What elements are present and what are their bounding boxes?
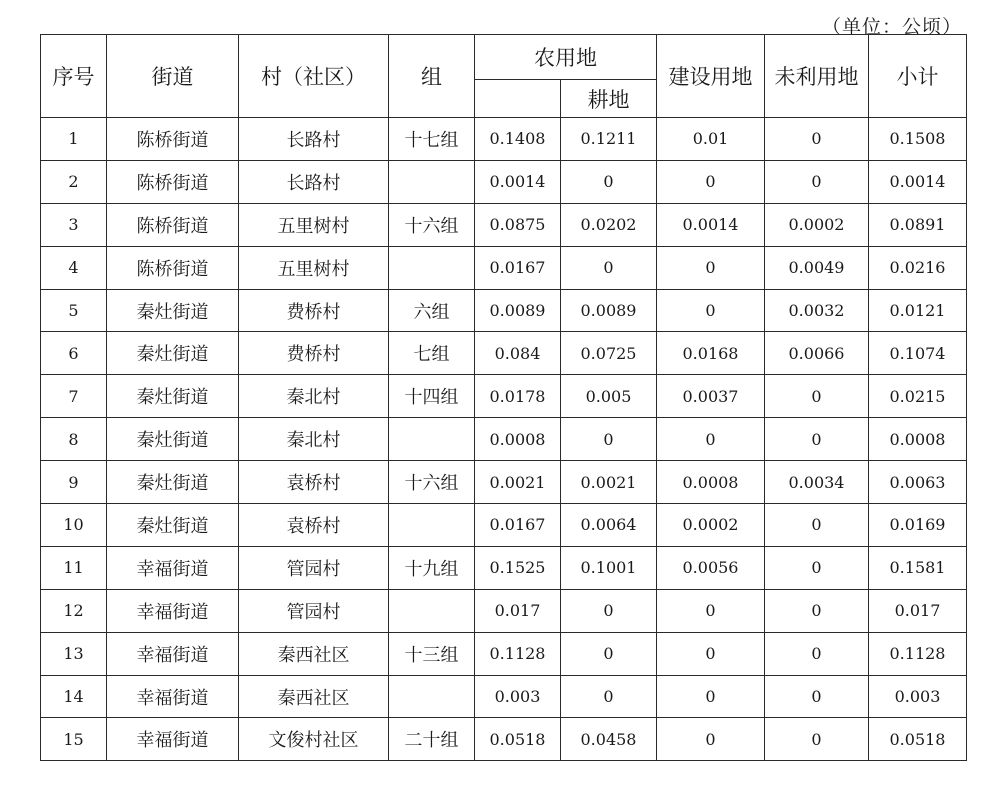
table-row — [41, 632, 967, 675]
cell-subtotal: 0.0063 — [869, 461, 967, 504]
cell-agri: 0.1128 — [475, 632, 561, 675]
cell-street: 秦灶街道 — [107, 332, 239, 375]
cell-construction: 0 — [657, 589, 765, 632]
table-header — [41, 35, 967, 118]
cell-unused: 0.0002 — [765, 203, 869, 246]
cell-village: 秦西社区 — [239, 632, 389, 675]
cell-subtotal: 0.0014 — [869, 160, 967, 203]
cell-group — [389, 675, 475, 718]
table-row — [41, 461, 967, 504]
cell-arable: 0 — [561, 246, 657, 289]
cell-street: 秦灶街道 — [107, 375, 239, 418]
cell-construction: 0.0014 — [657, 203, 765, 246]
cell-street: 陈桥街道 — [107, 203, 239, 246]
cell-subtotal: 0.1128 — [869, 632, 967, 675]
table-row — [41, 589, 967, 632]
header-subtotal: 小计 — [869, 35, 967, 118]
cell-agri: 0.1525 — [475, 546, 561, 589]
cell-group: 十九组 — [389, 546, 475, 589]
cell-unused: 0 — [765, 160, 869, 203]
cell-village: 费桥村 — [239, 289, 389, 332]
cell-subtotal: 0.0215 — [869, 375, 967, 418]
cell-seq: 10 — [41, 504, 107, 547]
cell-group: 二十组 — [389, 718, 475, 761]
cell-agri: 0.084 — [475, 332, 561, 375]
cell-construction: 0 — [657, 675, 765, 718]
cell-street: 幸福街道 — [107, 632, 239, 675]
cell-unused: 0.0049 — [765, 246, 869, 289]
cell-village: 秦北村 — [239, 418, 389, 461]
table-row — [41, 160, 967, 203]
cell-seq: 13 — [41, 632, 107, 675]
header-arable: 耕地 — [561, 80, 657, 118]
cell-construction: 0.0002 — [657, 504, 765, 547]
cell-village: 袁桥村 — [239, 504, 389, 547]
cell-agri: 0.003 — [475, 675, 561, 718]
cell-arable: 0 — [561, 589, 657, 632]
cell-street: 陈桥街道 — [107, 246, 239, 289]
cell-agri: 0.0021 — [475, 461, 561, 504]
cell-arable: 0.0021 — [561, 461, 657, 504]
cell-agri: 0.0875 — [475, 203, 561, 246]
table-row — [41, 675, 967, 718]
cell-group: 十七组 — [389, 118, 475, 161]
table-row — [41, 546, 967, 589]
cell-group: 十六组 — [389, 203, 475, 246]
header-seq: 序号 — [41, 35, 107, 118]
cell-unused: 0 — [765, 675, 869, 718]
cell-street: 陈桥街道 — [107, 118, 239, 161]
header-group: 组 — [389, 35, 475, 118]
cell-street: 秦灶街道 — [107, 504, 239, 547]
header-construction: 建设用地 — [657, 35, 765, 118]
cell-agri: 0.0014 — [475, 160, 561, 203]
cell-unused: 0.0032 — [765, 289, 869, 332]
cell-agri: 0.0167 — [475, 504, 561, 547]
cell-village: 五里树村 — [239, 203, 389, 246]
cell-village: 秦西社区 — [239, 675, 389, 718]
cell-group: 十三组 — [389, 632, 475, 675]
cell-street: 幸福街道 — [107, 718, 239, 761]
header-village: 村（社区） — [239, 35, 389, 118]
cell-group: 六组 — [389, 289, 475, 332]
cell-seq: 8 — [41, 418, 107, 461]
cell-seq: 3 — [41, 203, 107, 246]
table-body — [41, 118, 967, 761]
cell-village: 秦北村 — [239, 375, 389, 418]
cell-construction: 0.0168 — [657, 332, 765, 375]
cell-arable: 0.0089 — [561, 289, 657, 332]
cell-construction: 0 — [657, 418, 765, 461]
cell-construction: 0.0008 — [657, 461, 765, 504]
cell-village: 长路村 — [239, 118, 389, 161]
cell-arable: 0.005 — [561, 375, 657, 418]
cell-construction: 0 — [657, 246, 765, 289]
cell-arable: 0 — [561, 160, 657, 203]
cell-seq: 9 — [41, 461, 107, 504]
cell-unused: 0 — [765, 546, 869, 589]
cell-subtotal: 0.0169 — [869, 504, 967, 547]
cell-subtotal: 0.1508 — [869, 118, 967, 161]
table-row — [41, 418, 967, 461]
land-table — [40, 34, 967, 761]
cell-seq: 14 — [41, 675, 107, 718]
cell-street: 陈桥街道 — [107, 160, 239, 203]
cell-arable: 0 — [561, 418, 657, 461]
cell-construction: 0.0056 — [657, 546, 765, 589]
cell-subtotal: 0.0008 — [869, 418, 967, 461]
cell-group — [389, 418, 475, 461]
cell-unused: 0 — [765, 118, 869, 161]
cell-arable: 0.0725 — [561, 332, 657, 375]
cell-unused: 0 — [765, 589, 869, 632]
table-row — [41, 375, 967, 418]
cell-seq: 2 — [41, 160, 107, 203]
table-row — [41, 718, 967, 761]
cell-group: 十六组 — [389, 461, 475, 504]
cell-street: 秦灶街道 — [107, 289, 239, 332]
unit-note: （单位：公顷） — [821, 16, 962, 38]
header-agri-blank — [475, 80, 561, 118]
cell-subtotal: 0.1581 — [869, 546, 967, 589]
cell-subtotal: 0.1074 — [869, 332, 967, 375]
cell-construction: 0 — [657, 160, 765, 203]
cell-construction: 0 — [657, 632, 765, 675]
cell-agri: 0.0089 — [475, 289, 561, 332]
cell-agri: 0.017 — [475, 589, 561, 632]
cell-unused: 0 — [765, 632, 869, 675]
cell-arable: 0.1211 — [561, 118, 657, 161]
cell-unused: 0 — [765, 504, 869, 547]
cell-subtotal: 0.0121 — [869, 289, 967, 332]
cell-seq: 4 — [41, 246, 107, 289]
cell-seq: 7 — [41, 375, 107, 418]
header-street: 街道 — [107, 35, 239, 118]
cell-street: 幸福街道 — [107, 589, 239, 632]
cell-unused: 0.0034 — [765, 461, 869, 504]
cell-seq: 11 — [41, 546, 107, 589]
cell-unused: 0 — [765, 418, 869, 461]
cell-village: 文俊村社区 — [239, 718, 389, 761]
cell-agri: 0.0518 — [475, 718, 561, 761]
cell-seq: 6 — [41, 332, 107, 375]
cell-group — [389, 504, 475, 547]
cell-street: 幸福街道 — [107, 546, 239, 589]
cell-subtotal: 0.0518 — [869, 718, 967, 761]
cell-group — [389, 160, 475, 203]
cell-group — [389, 246, 475, 289]
cell-street: 秦灶街道 — [107, 418, 239, 461]
cell-subtotal: 0.003 — [869, 675, 967, 718]
cell-group: 七组 — [389, 332, 475, 375]
cell-seq: 12 — [41, 589, 107, 632]
table-row — [41, 289, 967, 332]
cell-group — [389, 589, 475, 632]
cell-arable: 0 — [561, 632, 657, 675]
cell-street: 幸福街道 — [107, 675, 239, 718]
cell-agri: 0.0008 — [475, 418, 561, 461]
cell-unused: 0 — [765, 718, 869, 761]
cell-unused: 0.0066 — [765, 332, 869, 375]
cell-village: 袁桥村 — [239, 461, 389, 504]
cell-subtotal: 0.017 — [869, 589, 967, 632]
cell-arable: 0.0458 — [561, 718, 657, 761]
cell-village: 费桥村 — [239, 332, 389, 375]
cell-agri: 0.0178 — [475, 375, 561, 418]
cell-seq: 15 — [41, 718, 107, 761]
table-row — [41, 504, 967, 547]
cell-arable: 0 — [561, 675, 657, 718]
cell-seq: 5 — [41, 289, 107, 332]
cell-group: 十四组 — [389, 375, 475, 418]
cell-village: 管园村 — [239, 589, 389, 632]
cell-construction: 0 — [657, 289, 765, 332]
table-row — [41, 203, 967, 246]
cell-construction: 0.01 — [657, 118, 765, 161]
cell-arable: 0.0064 — [561, 504, 657, 547]
cell-construction: 0.0037 — [657, 375, 765, 418]
cell-construction: 0 — [657, 718, 765, 761]
cell-village: 管园村 — [239, 546, 389, 589]
cell-seq: 1 — [41, 118, 107, 161]
cell-arable: 0.0202 — [561, 203, 657, 246]
table-row — [41, 246, 967, 289]
cell-village: 五里树村 — [239, 246, 389, 289]
cell-agri: 0.1408 — [475, 118, 561, 161]
table-row — [41, 332, 967, 375]
cell-village: 长路村 — [239, 160, 389, 203]
header-agri: 农用地 — [475, 35, 657, 80]
cell-subtotal: 0.0216 — [869, 246, 967, 289]
cell-subtotal: 0.0891 — [869, 203, 967, 246]
cell-agri: 0.0167 — [475, 246, 561, 289]
cell-arable: 0.1001 — [561, 546, 657, 589]
header-unused: 未利用地 — [765, 35, 869, 118]
table-row — [41, 118, 967, 161]
cell-street: 秦灶街道 — [107, 461, 239, 504]
cell-unused: 0 — [765, 375, 869, 418]
